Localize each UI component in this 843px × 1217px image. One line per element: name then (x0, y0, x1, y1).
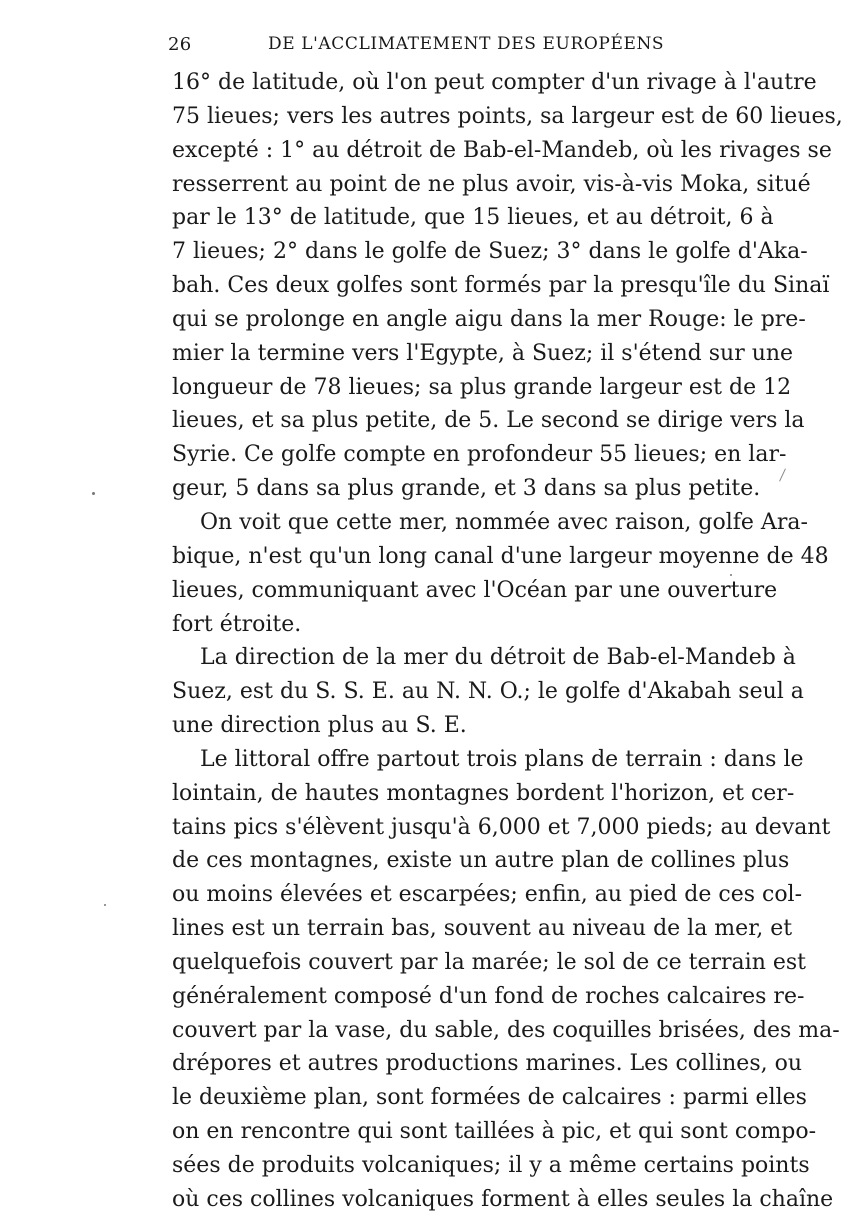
text-line: longueur de 78 lieues; sa plus grande largeur est de 12 (172, 374, 792, 400)
text-line: le deuxième plan, sont formées de calcaires : parmi elles (172, 1085, 807, 1111)
text-line: drépores et autres productions marines. Les collines, ou (172, 1051, 803, 1077)
text-line: ou moins élevées et escarpées; enfin, au pied de ces col- (172, 882, 803, 908)
body-text (172, 66, 843, 1217)
text-line: lointain, de hautes montagnes bordent l'horizon, et cer- (172, 780, 795, 806)
text-line: couvert par la vase, du sable, des coquilles brisées, des ma- (172, 1017, 840, 1043)
text-line: On voit que cette mer, nommée avec raison, golfe Ara- (200, 509, 808, 535)
text-line: lieues, et sa plus petite, de 5. Le second se dirige vers la (172, 408, 805, 434)
text-line: une direction plus au S. E. (172, 713, 467, 739)
text-line: quelquefois couvert par la marée; le sol de ce terrain est (172, 949, 807, 975)
page-header (168, 34, 768, 64)
text-line: par le 13° de latitude, que 15 lieues, et au détroit, 6 à (172, 205, 774, 231)
text-line: lines est un terrain bas, souvent au niveau de la mer, et (172, 916, 793, 942)
text-line: fort étroite. (172, 611, 302, 637)
text-line: Suez, est du S. S. E. au N. N. O.; le golfe d'Akabah seul a (172, 679, 804, 705)
paper-mark (779, 468, 786, 481)
page-number: 26 (168, 34, 192, 55)
text-line: 7 lieues; 2° dans le golfe de Suez; 3° dans le golfe d'Aka- (172, 239, 808, 265)
text-line: bique, n'est qu'un long canal d'une largeur moyenne de 48 (172, 543, 829, 569)
paper-speck (104, 904, 106, 906)
text-line: mier la termine vers l'Egypte, à Suez; il s'étend sur une (172, 340, 794, 366)
text-line: 16° de latitude, où l'on peut compter d'un rivage à l'autre (172, 70, 817, 95)
text-line: sées de produits volcaniques; il y a même certains points (172, 1153, 810, 1178)
text-line: resserrent au point de ne plus avoir, vis-à-vis Moka, situé (172, 171, 811, 197)
paper-speck (730, 574, 732, 576)
text-line: Syrie. Ce golfe compte en profondeur 55 lieues; en lar- (172, 442, 787, 468)
text-line: La direction de la mer du détroit de Bab-el-Mandeb à (200, 645, 796, 671)
text-line: où ces collines volcaniques forment à elles seules la chaîne (172, 1186, 834, 1212)
running-title: DE L'ACCLIMATEMENT DES EUROPÉENS (268, 34, 665, 54)
text-line: tains pics s'élèvent jusqu'à 6,000 et 7,000 pieds; au devant (172, 814, 831, 840)
text-line: généralement composé d'un fond de roches calcaires re- (172, 983, 805, 1009)
text-line: 75 lieues; vers les autres points, sa largeur est de 60 lieues, (172, 103, 843, 129)
text-line: geur, 5 dans sa plus grande, et 3 dans sa plus petite. (172, 476, 761, 502)
text-line: Le littoral offre partout trois plans de terrain : dans le (200, 746, 804, 772)
text-line: on en rencontre qui sont taillées à pic, et qui sont compo- (172, 1119, 817, 1145)
paper-speck (92, 492, 95, 495)
text-line: de ces montagnes, existe un autre plan de collines plus (172, 848, 790, 874)
text-line: bah. Ces deux golfes sont formés par la presqu'île du Sinaï (172, 273, 830, 299)
text-line: lieues, communiquant avec l'Océan par une ouverture (172, 577, 778, 603)
text-line: excepté : 1° au détroit de Bab-el-Mandeb, où les rivages se (172, 137, 832, 163)
text-line: qui se prolonge en angle aigu dans la mer Rouge: le pre- (172, 306, 806, 332)
